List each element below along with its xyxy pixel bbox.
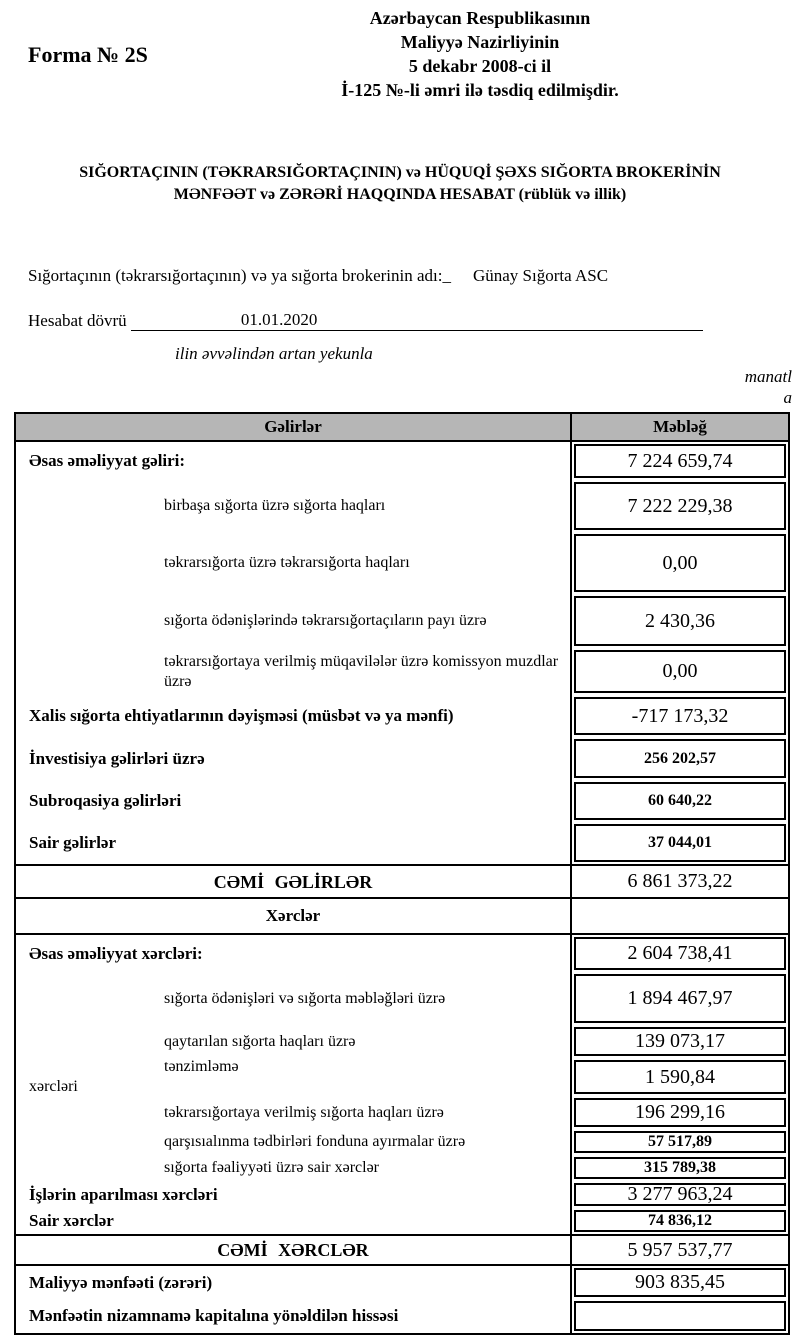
row-label: Sair gəlirlər — [16, 822, 572, 864]
table-row — [16, 480, 788, 532]
row-label: Xərclər — [16, 899, 572, 933]
row-label-line2: xərcləri — [29, 1078, 78, 1095]
row-value: 3 277 963,24 — [574, 1183, 786, 1206]
approval-line: Maliyyə Nazirliyinin — [400, 32, 560, 52]
row-label: təkrarsığortaya verilmiş müqavilələr üzrə komissyon muzdlar üzrə — [16, 648, 572, 695]
table-row — [16, 780, 788, 822]
table-row — [16, 1155, 788, 1181]
total-expenses-row — [16, 1234, 788, 1266]
accrual-note: ilin əvvəlindən artan yekunla — [175, 344, 373, 363]
row-label: təkrarsığortaya verilmiş sığorta haqları üzrə — [16, 1096, 572, 1129]
insurer-name-label: Sığortaçının (təkrarsığortaçının) və ya sığorta brokerinin adı:_ — [28, 266, 451, 285]
report-title-line2: MƏNFƏƏT və ZƏRƏRİ HAQQINDA HESABAT (rüblük və illik) — [173, 186, 627, 203]
row-value: 57 517,89 — [574, 1131, 786, 1153]
table-row — [16, 594, 788, 648]
approval-line: 5 dekabr 2008-ci il — [408, 56, 552, 76]
table-row — [16, 1181, 788, 1208]
row-value: 1 590,84 — [574, 1060, 786, 1094]
row-label: sığorta ödənişləri və sığorta məbləğləri üzrə — [16, 972, 572, 1025]
row-label: CƏMİ GƏLİRLƏR — [16, 866, 572, 897]
table-row — [16, 648, 788, 695]
currency-unit-note — [745, 366, 792, 408]
column-header-amount: Məbləğ — [653, 417, 707, 436]
row-value: 2 604 738,41 — [574, 937, 786, 970]
row-value: 0,00 — [574, 650, 786, 693]
row-value: 7 222 229,38 — [574, 482, 786, 530]
row-label: təkrarsığorta üzrə təkrarsığorta haqları — [16, 532, 572, 594]
total-income-row — [16, 864, 788, 899]
row-value: 5 957 537,77 — [627, 1238, 733, 1261]
report-period-value: 01.01.2020 — [240, 310, 318, 329]
expenses-section-row — [16, 899, 788, 935]
row-value: 1 894 467,97 — [574, 974, 786, 1023]
table-row — [16, 1096, 788, 1129]
form-number: Forma № 2S — [28, 42, 148, 67]
row-label: Maliyyə mənfəəti (zərəri) — [16, 1266, 572, 1299]
row-label: birbaşa sığorta üzrə sığorta haqları — [16, 480, 572, 532]
table-row — [16, 1208, 788, 1234]
report-period-label: Hesabat dövrü — [28, 311, 127, 330]
row-label: Xalis sığorta ehtiyatlarının dəyişməsi (müsbət və ya mənfi) — [16, 695, 572, 737]
row-label: sığorta fəaliyyəti üzrə sair xərclər — [16, 1155, 572, 1181]
insurer-name-field — [28, 266, 608, 286]
table-row — [16, 1266, 788, 1299]
row-value: 6 861 373,22 — [627, 870, 733, 892]
row-label: qarşısıalınma tədbirləri fonduna ayırmalar üzrə — [16, 1129, 572, 1155]
row-value: 903 835,45 — [574, 1268, 786, 1297]
row-label: sığorta ödənişlərində təkrarsığortaçıların payı üzrə — [16, 594, 572, 648]
table-row — [16, 442, 788, 480]
row-label: Əsas əməliyyat xərcləri: — [16, 935, 572, 972]
insurer-name-value: Günay Sığorta ASC — [472, 266, 609, 285]
approval-line: Azərbaycan Respublikasının — [369, 8, 591, 28]
approval-text — [240, 6, 720, 102]
table-row — [16, 1025, 788, 1058]
row-value — [574, 1301, 786, 1331]
table-row — [16, 1129, 788, 1155]
row-value: 7 224 659,74 — [574, 444, 786, 478]
table-row — [16, 1299, 788, 1333]
blank-underline — [131, 310, 241, 331]
table-header-row — [16, 414, 788, 442]
row-label: Əsas əməliyyat gəliri: — [16, 442, 572, 480]
row-value: 256 202,57 — [574, 739, 786, 778]
row-value: 2 430,36 — [574, 596, 786, 646]
row-value: 196 299,16 — [574, 1098, 786, 1127]
row-label — [16, 1058, 572, 1096]
row-value: 74 836,12 — [574, 1210, 786, 1232]
row-label: Mənfəətin nizamnamə kapitalına yönəldilən hissəsi — [16, 1299, 572, 1333]
row-label: CƏMİ XƏRCLƏR — [16, 1236, 572, 1264]
row-value: 37 044,01 — [574, 824, 786, 862]
row-value: 139 073,17 — [574, 1027, 786, 1056]
report-title-line1: SIĞORTAÇININ (TƏKRARSIĞORTAÇININ) və HÜQUQİ ŞƏXS SIĞORTA BROKERİNİN — [79, 164, 721, 181]
row-label-line1: tənzimləmə — [164, 1058, 239, 1075]
table-row — [16, 532, 788, 594]
table-row — [16, 822, 788, 864]
currency-unit-line1: manatl — [744, 367, 792, 386]
table-row — [16, 972, 788, 1025]
row-label: qaytarılan sığorta haqları üzrə — [16, 1025, 572, 1058]
row-value: 60 640,22 — [574, 782, 786, 820]
row-label: İnvestisiya gəlirləri üzrə — [16, 737, 572, 780]
report-period-field — [28, 310, 703, 331]
row-value: -717 173,32 — [574, 697, 786, 735]
row-label: Subroqasiya gəlirləri — [16, 780, 572, 822]
approval-line: İ-125 №-li əmri ilə təsdiq edilmişdir. — [341, 80, 619, 100]
row-label: İşlərin aparılması xərcləri — [16, 1181, 572, 1208]
row-label: Sair xərclər — [16, 1208, 572, 1234]
row-value — [572, 899, 788, 933]
row-value: 315 789,38 — [574, 1157, 786, 1179]
profit-loss-table — [14, 412, 790, 1335]
table-row — [16, 935, 788, 972]
column-header-income: Gəlirlər — [16, 414, 572, 440]
blank-underline — [317, 310, 703, 331]
table-row — [16, 737, 788, 780]
report-title — [15, 162, 785, 206]
table-row — [16, 695, 788, 737]
table-row — [16, 1058, 788, 1096]
currency-unit-line2: a — [783, 388, 792, 407]
row-value: 0,00 — [574, 534, 786, 592]
